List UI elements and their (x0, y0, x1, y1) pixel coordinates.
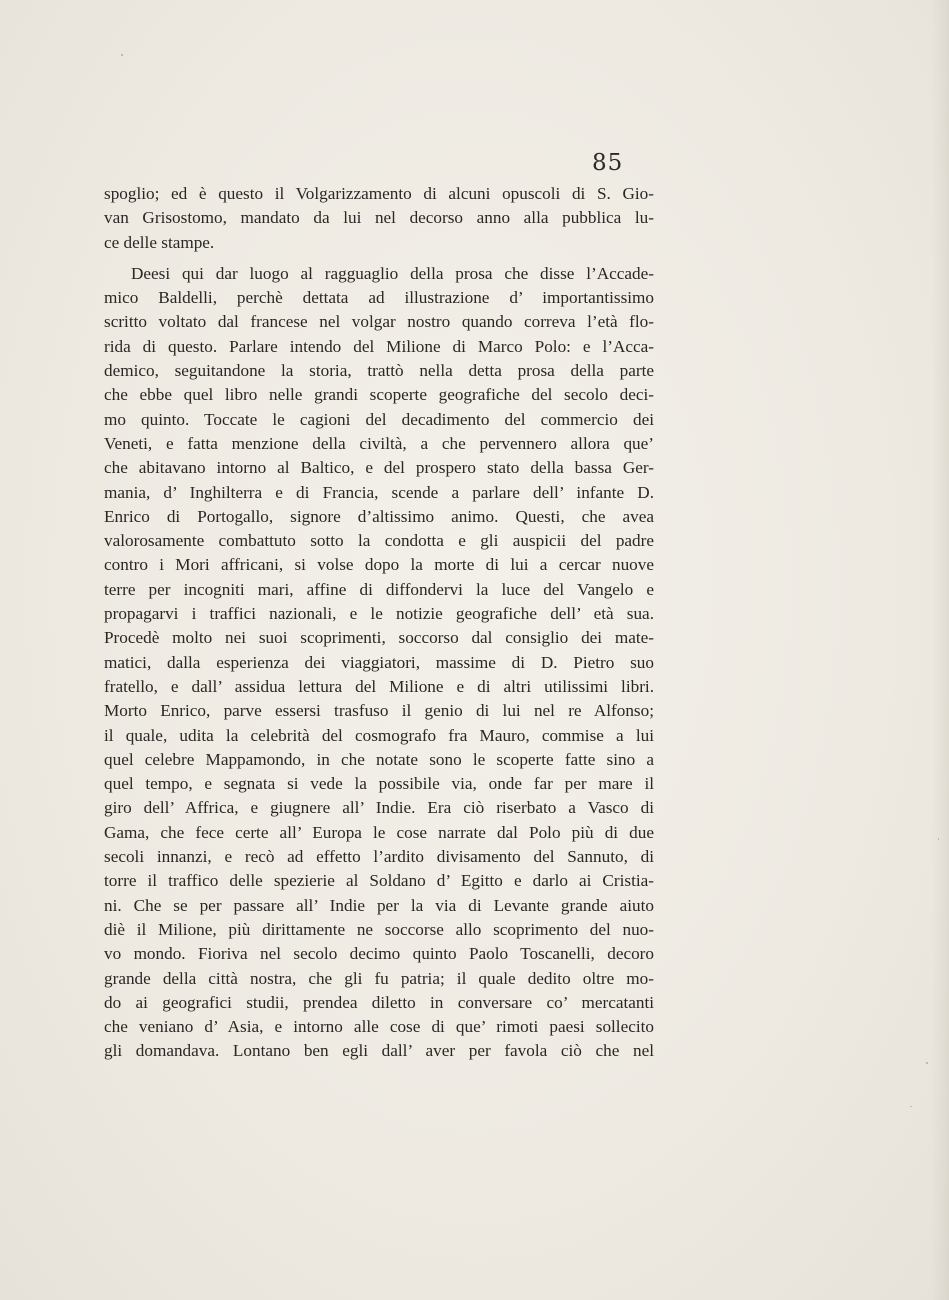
text-line: che ebbe quel libro nelle grandi scoperte geografiche del secolo deci- (104, 385, 654, 405)
text-line: grande della città nostra, che gli fu patria; il quale dedito oltre mo- (104, 968, 654, 988)
page-number: 85 (592, 150, 624, 176)
paper-speck (910, 1106, 912, 1107)
text-line: che veniano d’ Asia, e intorno alle cose di que’ rimoti paesi sollecito (104, 1017, 654, 1037)
text-line: rida di questo. Parlare intendo del Milione di Marco Polo: e l’Acca- (104, 336, 654, 356)
text-line: mania, d’ Inghilterra e di Francia, scende a parlare dell’ infante D. (104, 482, 654, 502)
text-line: matici, dalla esperienza dei viaggiatori, massime di D. Pietro suo (104, 652, 654, 672)
text-line: terre per incogniti mari, affine di diffondervi la luce del Vangelo e (104, 579, 654, 599)
body-text (104, 182, 654, 1064)
paper-speck (926, 1062, 928, 1064)
text-line: contro i Mori affricani, si volse dopo la morte di lui a cercar nuove (104, 555, 654, 575)
text-line: fratello, e dall’ assidua lettura del Milione e di altri utilissimi libri. (104, 676, 654, 696)
text-line: Procedè molto nei suoi scoprimenti, soccorso dal consiglio dei mate- (104, 628, 654, 648)
text-line: gli domandava. Lontano ben egli dall’ aver per favola ciò che nel (104, 1041, 654, 1061)
text-line: Morto Enrico, parve essersi trasfuso il genio di lui nel re Alfonso; (104, 701, 654, 721)
paper-speck (938, 838, 939, 840)
text-line: spoglio; ed è questo il Volgarizzamento di alcuni opuscoli di S. Gio- (104, 184, 654, 203)
text-line: van Grisostomo, mandato da lui nel decorso anno alla pubblica lu- (104, 208, 654, 228)
text-line: secoli innanzi, e recò ad effetto l’ardito divisamento del Sannuto, di (104, 847, 654, 867)
text-line: quel tempo, e segnata si vede la possibile via, onde far per mare il (104, 774, 654, 794)
text-line: mo quinto. Toccate le cagioni del decadimento del commercio dei (104, 409, 654, 429)
text-line: torre il traffico delle spezierie al Soldano d’ Egitto e darlo ai Cristia- (104, 871, 654, 891)
text-line: diè il Milione, più dirittamente ne soccorse allo scoprimento del nuo- (104, 919, 654, 939)
text-line: valorosamente combattuto sotto la condotta e gli auspicii del padre (104, 531, 654, 551)
paragraph-first-line: Deesi qui dar luogo al ragguaglio della prosa che disse l’Accade- (131, 263, 654, 283)
text-line: do ai geografici studii, prendea diletto in conversare co’ mercatanti (104, 992, 654, 1012)
text-line: giro dell’ Affrica, e giugnere all’ Indie. Era ciò riserbato a Vasco di (104, 798, 654, 818)
text-line: demico, seguitandone la storia, trattò nella detta prosa della parte (104, 361, 654, 381)
paper-speck (121, 54, 123, 56)
text-line: ce delle stampe. (104, 232, 215, 252)
text-line: Veneti, e fatta menzione della civiltà, a che pervennero allora que’ (104, 433, 654, 453)
text-line: ni. Che se per passare all’ Indie per la via di Levante grande aiuto (104, 895, 654, 915)
text-line: che abitavano intorno al Baltico, e del prospero stato della bassa Ger- (104, 458, 654, 478)
text-line: quel celebre Mappamondo, in che notate sono le scoperte fatte sino a (104, 749, 654, 769)
text-line: Enrico di Portogallo, signore d’altissimo animo. Questi, che avea (104, 506, 654, 526)
text-line: mico Baldelli, perchè dettata ad illustrazione d’ importantissimo (104, 288, 654, 308)
text-line: il quale, udita la celebrità del cosmografo fra Mauro, commise a lui (104, 725, 654, 745)
text-line: Gama, che fece certe all’ Europa le cose narrate dal Polo più di due (104, 822, 654, 842)
text-line: vo mondo. Fioriva nel secolo decimo quinto Paolo Toscanelli, decoro (104, 944, 654, 964)
text-line: scritto voltato dal francese nel volgar nostro quando correva l’età flo- (104, 312, 654, 332)
text-line: propagarvi i traffici nazionali, e le notizie geografiche dell’ età sua. (104, 604, 654, 624)
